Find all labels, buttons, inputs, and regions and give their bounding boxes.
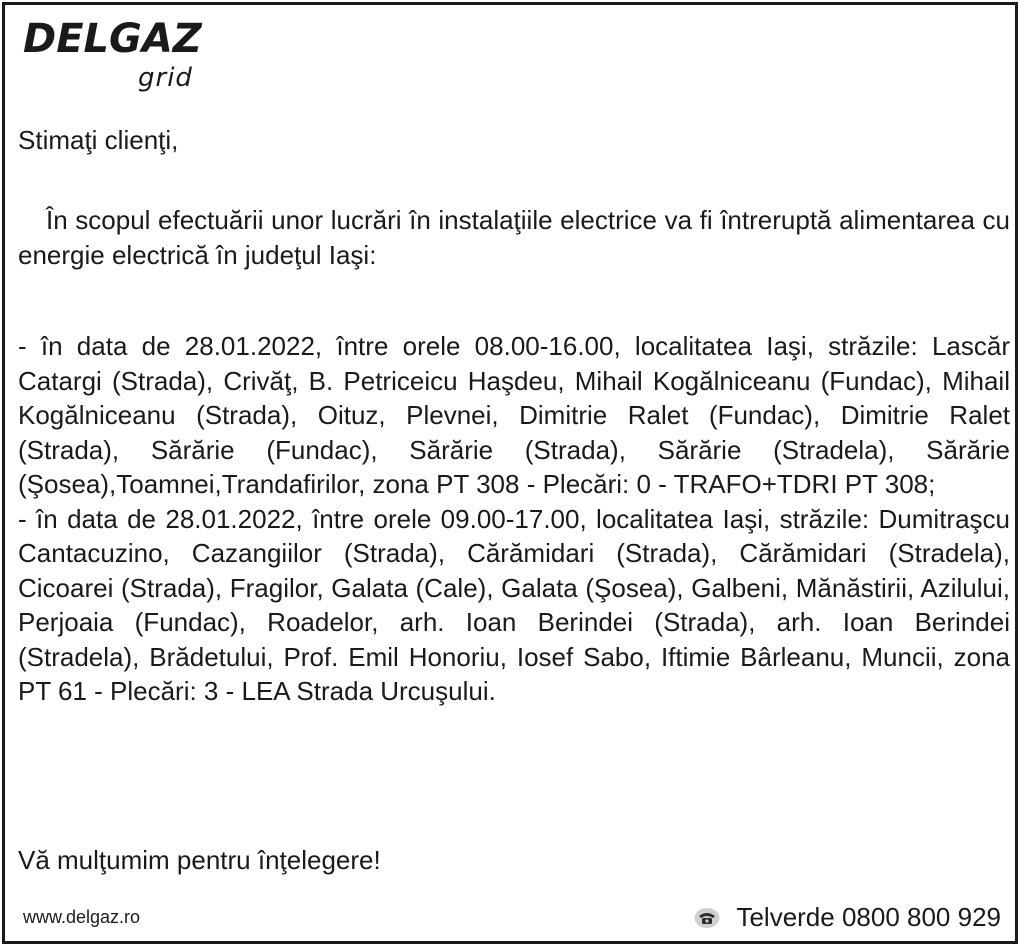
salutation: Stimaţi clienţi, [18, 125, 179, 155]
outage-item: - în data de 28.01.2022, între orele 08.00-16.00, localitatea Iaşi, străzile: Lascăr Catargi (Strada), Crivăţ, B. Petriceicu Haşdeu, Mihail Kogălniceanu (Fundac), Mihail Kogălniceanu (Strada), Oituz, Plevnei, Dimitrie Ralet (Fundac), Dimitrie Ralet (Strada), Sărărie (Fundac), Sărărie (Strada), Sărărie (Stradela), Sărărie (Şosea),Toamnei,Trandafirilor, zona PT 308 - Plecări: 0 - TRAFO+TDRI PT 308; [18, 331, 1010, 499]
hotline-number: Telverde 0800 800 929 [736, 902, 1001, 932]
logo-wordmark: DELGAZ [23, 16, 202, 62]
delgaz-grid-logo [23, 16, 223, 99]
hotline [694, 902, 1001, 933]
logo-subtitle: grid [138, 63, 193, 93]
website-link[interactable]: www.delgaz.ro [23, 907, 141, 927]
outage-list [18, 329, 1010, 709]
notice-frame [2, 2, 1018, 944]
closing-line: Vă mulţumim pentru înţelegere! [18, 845, 381, 875]
outage-item: - în data de 28.01.2022, între orele 09.00-17.00, localitatea Iaşi, străzile: Dumitraşcu Cantacuzino, Cazangiilor (Strada), Cărămidari (Strada), Cărămidari (Stradela), Cicoarei (Strada), Fragilor, Galata (Cale), Galata (Şosea), Galbeni, Mănăstirii, Azilului, Perjoaia (Fundac), Roadelor, arh. Ioan Berindei (Strada), arh. Ioan Berindei (Stradela), Brădetului, Prof. Emil Honoriu, Iosef Sabo, Iftimie Bârleanu, Muncii, zona PT 61 - Plecări: 3 - LEA Strada Urcuşului. [18, 503, 1010, 706]
intro-paragraph: În scopul efectuării unor lucrări în instalaţiile electrice va fi întreruptă alimentarea cu energie electrică în judeţul Iaşi: [18, 205, 1010, 270]
telephone-icon [694, 907, 720, 929]
